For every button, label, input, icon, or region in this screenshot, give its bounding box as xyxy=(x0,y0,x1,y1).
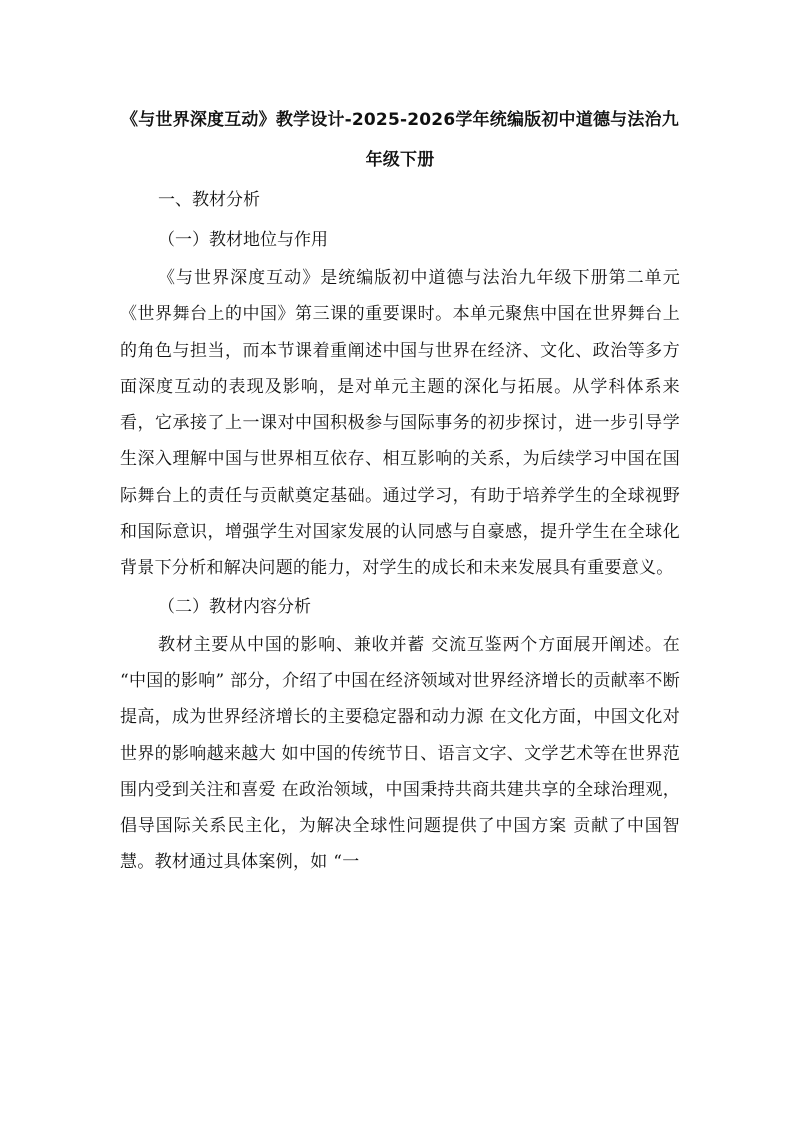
section-heading-textbook-analysis: 一、教材分析 xyxy=(158,190,260,210)
document-body xyxy=(120,100,680,881)
subsection-heading-content-analysis: （二）教材内容分析 xyxy=(158,596,311,617)
paragraph-content-analysis: 教材主要从中国的影响、兼收并蓄 交流互鉴两个方面展开阐述。在 “中国的影响” 部分，介绍了中国在经济领域对世界经济增长的贡献率不断提高，成为世界经济增长的主要稳定器和动力源 在文化方面，中国文化对世界的影响越来越大 如中国的传统节日、语言文字、文学艺术等在世界范围内受到关注和喜爱 在政治领域，中国秉持共商共建共享的全球治理观，倡导国际关系民主化，为解决全球性问题提供了中国方案 贡献了中国智慧。教材通过具体案例，如 “一 xyxy=(120,634,680,873)
document-title: 《与世界深度互动》教学设计-2025-2026学年统编版初中道德与法治九年级下册 xyxy=(121,110,679,170)
subsection-heading-status-role: （一）教材地位与作用 xyxy=(158,230,328,250)
paragraph-status-role: 《与世界深度互动》是统编版初中道德与法治九年级下册第二单元《世界舞台上的中国》第三课的重要课时。本单元聚焦中国在世界舞台上的角色与担当，而本节课着重阐述中国与世界在经济、文化、政治等多方面深度互动的表现及影响，是对单元主题的深化与拓展。从学科体系来看，它承接了上一课对中国积极参与国际事务的初步探讨，进一步引导学生深入理解中国与世界相互依存、相互影响的关系，为后续学习中国在国际舞台上的责任与贡献奠定基础。通过学习，有助于培养学生的全球视野和国际意识，增强学生对国家发展的认同感与自豪感，提升学生在全球化背景下分析和解决问题的能力，对学生的成长和未来发展具有重要意义。 xyxy=(120,268,680,579)
